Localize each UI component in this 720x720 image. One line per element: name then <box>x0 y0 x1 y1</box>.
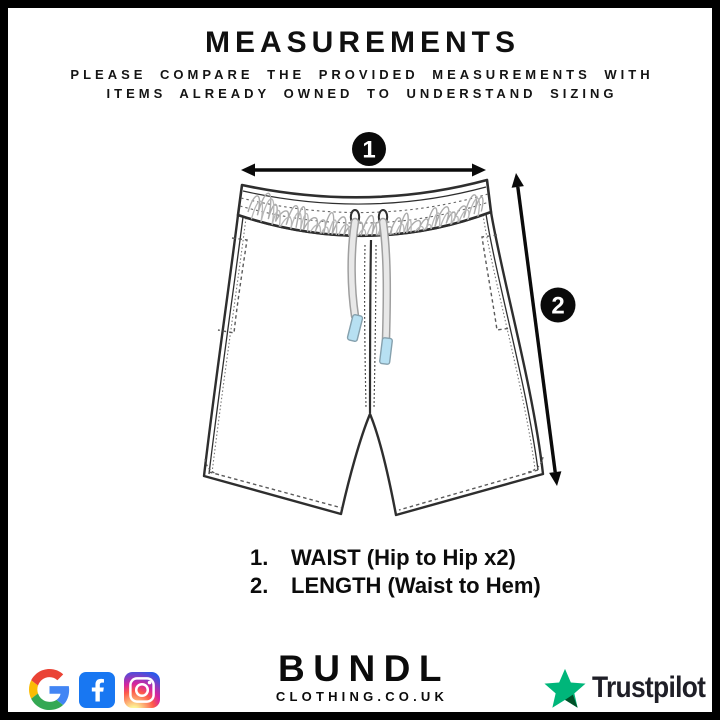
legend-label: WAIST (Hip to Hip x2) <box>291 545 516 570</box>
marker-2 <box>541 288 576 323</box>
shorts-body <box>204 212 543 515</box>
svg-text:2: 2 <box>551 292 565 320</box>
waist-measure-arrow <box>241 164 486 177</box>
trustpilot-star-icon <box>542 666 588 710</box>
subtitle-line-1: PLEASE COMPARE THE PROVIDED MEASUREMENTS WITH <box>70 67 654 82</box>
shorts-diagram <box>8 8 720 720</box>
page-title: MEASUREMENTS <box>204 26 520 59</box>
legend-label: LENGTH (Waist to Hem) <box>291 573 541 598</box>
legend-item-waist <box>250 545 541 573</box>
marker-1 <box>352 132 386 166</box>
brand-domain: CLOTHING.CO.UK <box>275 689 449 704</box>
svg-text:1: 1 <box>362 136 376 164</box>
measurement-legend <box>250 545 541 601</box>
legend-item-length <box>250 573 541 601</box>
trustpilot-label: Trustpilot <box>592 671 706 704</box>
legend-number: 2. <box>250 573 269 598</box>
brand-name: BUNDL <box>278 648 450 689</box>
trustpilot-logo <box>542 666 720 710</box>
subtitle-line-2: ITEMS ALREADY OWNED TO UNDERSTAND SIZING <box>106 86 618 101</box>
legend-number: 1. <box>250 545 269 570</box>
